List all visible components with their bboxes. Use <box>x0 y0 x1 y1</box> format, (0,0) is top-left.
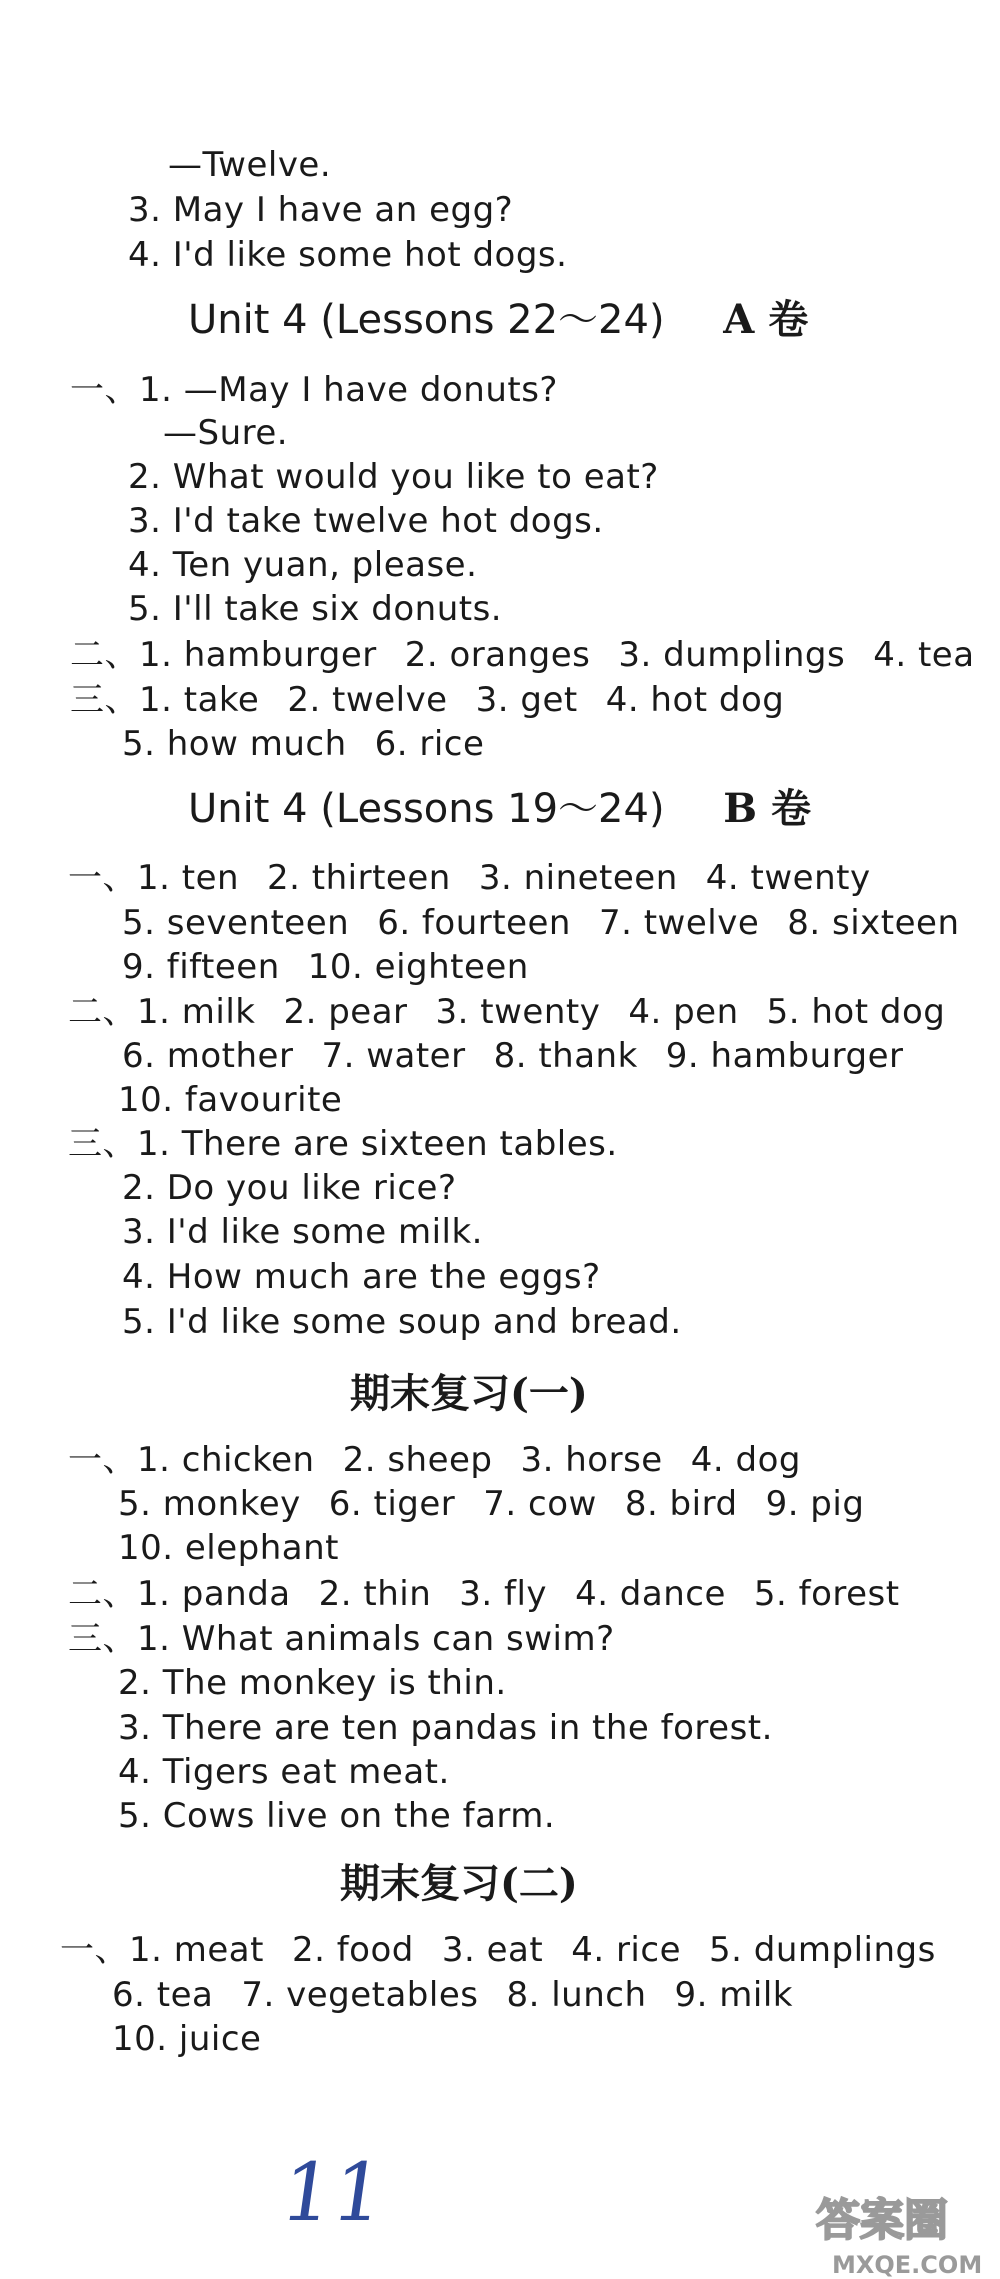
answer-item: 二、1. hamburger <box>70 635 377 675</box>
answer-line <box>68 1440 801 1480</box>
section-heading-unit4-b <box>188 785 811 833</box>
answer-line: 10. juice <box>112 2019 262 2059</box>
answer-item: 5. how much <box>122 724 347 764</box>
answer-line: 2. What would you like to eat? <box>128 457 659 497</box>
answer-item: 7. water <box>321 1036 466 1076</box>
answer-item: 2. thirteen <box>267 858 451 898</box>
answer-item: 二、1. milk <box>68 992 256 1032</box>
paper-label: B 卷 <box>723 785 812 832</box>
answer-item: 9. fifteen <box>122 947 280 987</box>
answer-line <box>118 1484 864 1524</box>
answer-item: 5. forest <box>753 1574 900 1614</box>
answer-line: 4. Tigers eat meat. <box>118 1752 450 1792</box>
answer-line <box>68 858 871 898</box>
answer-line: 一、1. —May I have donuts? <box>70 370 558 410</box>
section-title: Unit 4 (Lessons 19～24) <box>188 786 665 832</box>
answer-item: 7. twelve <box>598 903 760 943</box>
answer-line: 3. May I have an egg? <box>128 190 514 230</box>
answer-item: 3. get <box>475 680 578 720</box>
answer-line: 三、1. There are sixteen tables. <box>68 1124 618 1164</box>
answer-item: 9. pig <box>765 1484 865 1524</box>
answer-item: 5. hot dog <box>766 992 946 1032</box>
answer-item: 2. thin <box>318 1574 432 1614</box>
section-title: Unit 4 (Lessons 22～24) <box>188 297 665 343</box>
answer-line: —Sure. <box>163 413 289 453</box>
answer-item: 2. oranges <box>404 635 591 675</box>
watermark-logo <box>808 2185 998 2279</box>
answer-item: 3. fly <box>459 1574 548 1614</box>
answer-item: 6. fourteen <box>377 903 571 943</box>
answer-item: 8. thank <box>493 1036 638 1076</box>
answer-item: 7. vegetables <box>241 1975 479 2015</box>
answer-item: 4. dog <box>690 1440 801 1480</box>
answer-line: 4. Ten yuan, please. <box>128 545 478 585</box>
answer-item: 一、1. chicken <box>68 1440 315 1480</box>
answer-line: 3. There are ten pandas in the forest. <box>118 1708 773 1748</box>
answer-item: 4. tea <box>873 635 975 675</box>
answer-line: 5. I'd like some soup and bread. <box>122 1302 682 1342</box>
answer-item: 8. lunch <box>506 1975 647 2015</box>
answer-line: 10. elephant <box>118 1528 340 1568</box>
answer-item: 8. bird <box>624 1484 738 1524</box>
handwritten-page-number: 11 <box>275 2146 391 2239</box>
answer-item: 8. sixteen <box>787 903 960 943</box>
answer-item: 2. twelve <box>287 680 448 720</box>
answer-item: 3. twenty <box>435 992 601 1032</box>
watermark-url: MXQE.COM <box>832 2251 983 2279</box>
answer-item: 3. eat <box>441 1930 544 1970</box>
answer-item: 二、1. panda <box>68 1574 291 1614</box>
answer-item: 7. cow <box>483 1484 597 1524</box>
answer-line: 5. Cows live on the farm. <box>118 1796 556 1836</box>
section-heading-review-2: 期末复习(二) <box>340 1860 578 1907</box>
answer-line: 三、1. What animals can swim? <box>68 1619 615 1659</box>
answer-item: 4. rice <box>571 1930 681 1970</box>
answer-item: 2. sheep <box>342 1440 493 1480</box>
answer-item: 三、1. take <box>70 680 260 720</box>
watermark-text: 答案圈 <box>816 2195 948 2246</box>
section-heading-unit4-a <box>188 296 808 344</box>
answer-item: 6. rice <box>374 724 485 764</box>
answer-line <box>122 724 484 764</box>
answer-line <box>68 992 945 1032</box>
answer-item: 10. eighteen <box>307 947 529 987</box>
answer-item: 9. milk <box>674 1975 793 2015</box>
answer-line: 3. I'd like some milk. <box>122 1212 483 1252</box>
answer-line: 2. Do you like rice? <box>122 1168 457 1208</box>
answer-line: 5. I'll take six donuts. <box>128 589 503 629</box>
answer-line: 4. I'd like some hot dogs. <box>128 235 568 275</box>
answer-item: 4. hot dog <box>605 680 785 720</box>
answer-item: 2. pear <box>283 992 408 1032</box>
answer-item: 6. tiger <box>328 1484 456 1524</box>
answer-item: 一、1. meat <box>60 1930 264 1970</box>
answer-line <box>122 947 529 987</box>
answer-line: 10. favourite <box>118 1080 343 1120</box>
answer-item: 9. hamburger <box>665 1036 904 1076</box>
answer-item: 5. monkey <box>118 1484 301 1524</box>
answer-item: 4. twenty <box>705 858 871 898</box>
answer-item: 5. dumplings <box>709 1930 936 1970</box>
section-heading-review-1: 期末复习(一) <box>350 1370 588 1417</box>
answer-line <box>68 1574 900 1614</box>
answer-item: 5. seventeen <box>122 903 350 943</box>
answer-item: 一、1. ten <box>68 858 240 898</box>
answer-item: 4. dance <box>575 1574 726 1614</box>
answer-line <box>122 1036 904 1076</box>
answer-line: 3. I'd take twelve hot dogs. <box>128 501 604 541</box>
answer-item: 4. pen <box>628 992 739 1032</box>
answer-line: 4. How much are the eggs? <box>122 1257 601 1297</box>
answer-line <box>122 903 960 943</box>
answer-item: 6. tea <box>112 1975 214 2015</box>
answer-line: —Twelve. <box>168 145 332 185</box>
answer-line: 2. The monkey is thin. <box>118 1663 507 1703</box>
answer-item: 6. mother <box>122 1036 294 1076</box>
answer-line <box>70 680 784 720</box>
answer-line <box>60 1930 936 1970</box>
answer-line <box>112 1975 793 2015</box>
paper-label: A 卷 <box>723 296 809 343</box>
answer-item: 3. dumplings <box>618 635 846 675</box>
answer-item: 3. nineteen <box>478 858 678 898</box>
answer-line <box>70 635 975 675</box>
answer-item: 3. horse <box>520 1440 663 1480</box>
answer-item: 2. food <box>291 1930 414 1970</box>
